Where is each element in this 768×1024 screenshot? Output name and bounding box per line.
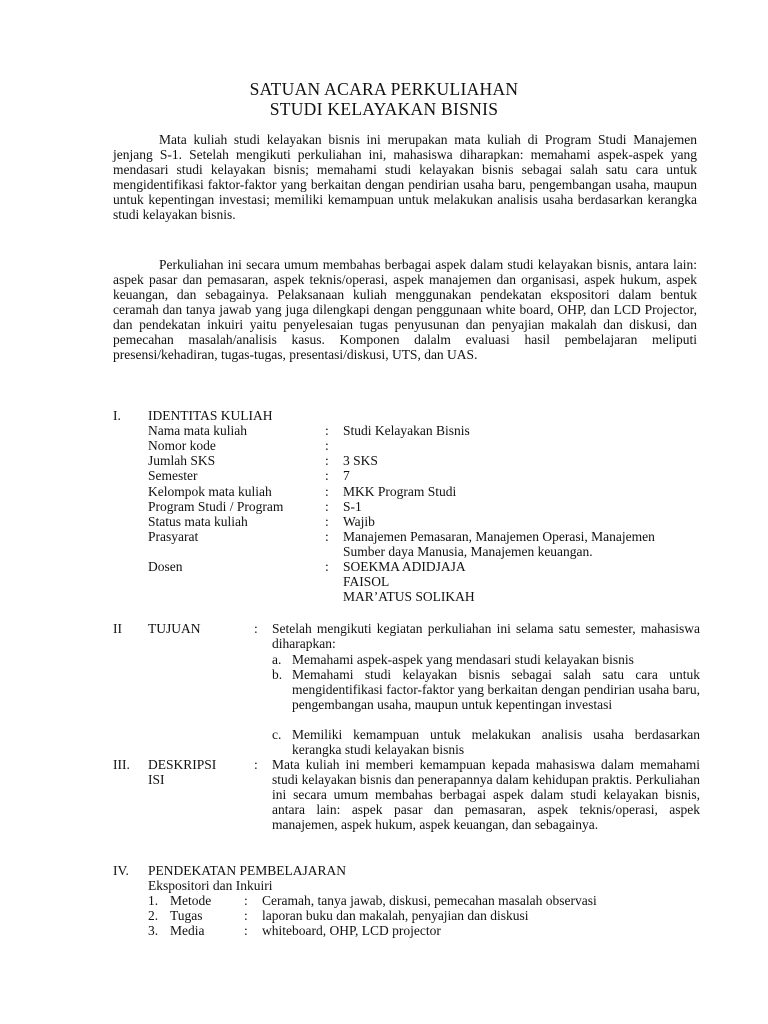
approach-number: 1.	[148, 893, 159, 908]
identity-colon: :	[325, 453, 329, 468]
identity-colon: :	[325, 484, 329, 499]
section-number: II	[113, 621, 122, 636]
doc-title-line2: STUDI KELAYAKAN BISNIS	[269, 99, 499, 119]
identity-label: Program Studi / Program	[148, 499, 284, 514]
approach-value: Ceramah, tanya jawab, diskusi, pemecahan masalah observasi	[262, 893, 597, 908]
identity-colon: :	[325, 514, 329, 529]
approach-number: 2.	[148, 908, 159, 923]
identity-value: MKK Program Studi	[343, 484, 457, 499]
identity-value: Studi Kelayakan Bisnis	[343, 423, 470, 438]
section-number: III.	[113, 757, 130, 772]
identity-value: Wajib	[343, 514, 375, 529]
section-number: I.	[113, 408, 121, 423]
identity-colon: :	[325, 499, 329, 514]
identity-label: Prasyarat	[148, 529, 199, 544]
doc-title-line1: SATUAN ACARA PERKULIAHAN	[249, 79, 519, 99]
approach-number: 3.	[148, 923, 159, 938]
section-heading: ISI	[148, 772, 165, 787]
section-intro-text: Setelah mengikuti kegiatan perkuliahan ini selama satu semester, mahasiswa diharapkan:	[272, 621, 700, 651]
list-item: Memiliki kemampuan untuk melakukan analisis usaha berdasarkan kerangka studi kelayakan bisnis	[292, 727, 700, 757]
section-heading: TUJUAN	[148, 621, 201, 636]
approach-label: Media	[170, 923, 205, 938]
identity-value: 3 SKS	[343, 453, 378, 468]
list-item: Memahami studi kelayakan bisnis sebagai salah satu cara untuk mengidentifikasi factor-faktor yang berkaitan dengan pendirian usaha baru, pengembangan usaha, maupun untuk kepentingan investasi	[292, 667, 700, 712]
approach-label: Tugas	[170, 908, 203, 923]
identity-colon: :	[325, 559, 329, 574]
approach-value: laporan buku dan makalah, penyajian dan diskusi	[262, 908, 529, 923]
identity-colon: :	[325, 529, 329, 544]
identity-label: Status mata kuliah	[148, 514, 248, 529]
section-heading: PENDEKATAN PEMBELAJARAN	[148, 863, 347, 878]
identity-label: Nama mata kuliah	[148, 423, 247, 438]
identity-colon: :	[325, 468, 329, 483]
identity-value: Manajemen Pemasaran, Manajemen Operasi, Manajemen	[343, 529, 655, 544]
identity-label: Nomor kode	[148, 438, 216, 453]
identity-label: Kelompok mata kuliah	[148, 484, 272, 499]
section-colon: :	[254, 621, 258, 636]
identity-value: 7	[343, 468, 350, 483]
list-item: Memahami aspek-aspek yang mendasari studi kelayakan bisnis	[292, 652, 634, 667]
intro-paragraph-2: Perkuliahan ini secara umum membahas berbagai aspek dalam studi kelayakan bisnis, antara lain: aspek pasar dan pemasaran, aspek teknis/operasi, aspek manajemen dan organisasi, aspek hukum, aspek keuangan, dan sebagainya. Pelaksanaan kuliah menggunakan pendekatan ekspositori dalam bentuk ceramah dan tanya jawab yang juga dilengkapi dengan penggunaan white board, OHP, dan LCD Projector, dan pendekatan inkuiri yaitu penyelesaian tugas penyusunan dan penyajian makalah dan diskusi, dan pemecahan masalah/analisis kasus. Komponen dalalm evaluasi hasil pembelajaran meliputi presensi/kehadiran, tugas-tugas, presentasi/diskusi, UTS, dan UAS.	[113, 257, 697, 362]
approach-label: Metode	[170, 893, 212, 908]
identity-value: S-1	[343, 499, 362, 514]
section-heading: IDENTITAS KULIAH	[148, 408, 273, 423]
list-letter: c.	[272, 727, 282, 742]
identity-label: Dosen	[148, 559, 183, 574]
list-letter: b.	[272, 667, 283, 682]
identity-label: Semester	[148, 468, 198, 483]
intro-paragraph-1: Mata kuliah studi kelayakan bisnis ini merupakan mata kuliah di Program Studi Manajemen jenjang S-1. Setelah mengikuti perkuliahan ini, mahasiswa diharapkan: memahami aspek-aspek yang mendasari studi kelayakan bisnis; memahami studi kelayakan bisnis sebagai salah satu cara untuk mengidentifikasi faktor-faktor yang berkaitan dengan pendirian usaha baru, pengembangan usaha, maupun untuk kepentingan investasi; memiliki kemampuan untuk melakukan analisis usaha berdasarkan kerangka studi kelayakan bisnis.	[113, 132, 697, 222]
section-number: IV.	[113, 863, 129, 878]
lecturer-name: SOEKMA ADIDJAJA	[343, 559, 466, 574]
identity-colon: :	[325, 423, 329, 438]
section-heading: DESKRIPSI	[148, 757, 217, 772]
list-letter: a.	[272, 652, 282, 667]
approach-colon: :	[244, 893, 248, 908]
approach-colon: :	[244, 923, 248, 938]
approach-value: whiteboard, OHP, LCD projector	[262, 923, 441, 938]
identity-colon: :	[325, 438, 329, 453]
identity-value: Sumber daya Manusia, Manajemen keuangan.	[343, 544, 593, 559]
lecturer-name: MAR’ATUS SOLIKAH	[343, 589, 475, 604]
lecturer-name: FAISOL	[343, 574, 390, 589]
section-subheading: Ekspositori dan Inkuiri	[148, 878, 273, 893]
section-colon: :	[254, 757, 258, 772]
approach-colon: :	[244, 908, 248, 923]
section-description-text: Mata kuliah ini memberi kemampuan kepada mahasiswa dalam memahami studi kelayakan bisnis dan penerapannya dalam kehidupan praktis. Perkuliahan ini secara umum membahas berbagai aspek dalam studi kelayakan bisnis, antara lain: aspek pasar dan pemasaran, aspek teknis/operasi, aspek manajemen, aspek hukum, aspek keuangan, dan sebagainya.	[272, 757, 700, 832]
identity-label: Jumlah SKS	[148, 453, 216, 468]
